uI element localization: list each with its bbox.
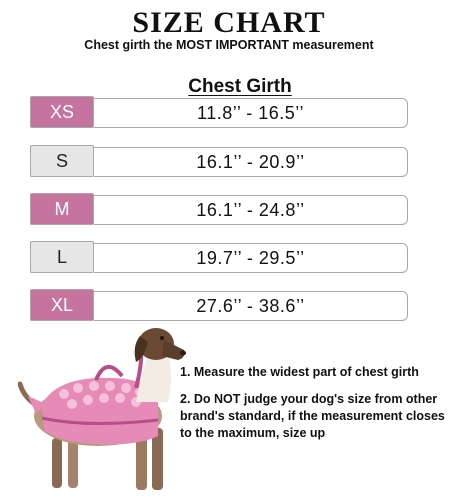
instruction-1: 1. Measure the widest part of chest girth [180, 365, 419, 379]
instruction-2: 2. Do NOT judge your dog's size from other brand's standard, if the measurement closes to the maximum, size up [180, 392, 445, 440]
size-range-xs: 11.8’’ - 16.5’’ [94, 98, 408, 128]
size-range-s: 16.1’’ - 20.9’’ [94, 147, 408, 177]
size-row-s [30, 145, 408, 179]
size-label-m: M [30, 193, 94, 225]
size-row-m [30, 193, 408, 227]
size-range-l: 19.7’’ - 29.5’’ [94, 243, 408, 273]
chart-title: SIZE CHART [132, 6, 326, 39]
size-range-xl: 27.6’’ - 38.6’’ [94, 291, 408, 321]
size-label-xs: XS [30, 96, 94, 128]
size-label-xl: XL [30, 289, 94, 321]
instructions-block [180, 364, 452, 452]
column-header-chest-girth: Chest Girth [188, 76, 292, 97]
chart-subtitle: Chest girth the MOST IMPORTANT measurement [84, 38, 374, 52]
size-range-m: 16.1’’ - 24.8’’ [94, 195, 408, 225]
dog-in-life-vest-image [18, 318, 198, 498]
size-label-s: S [30, 145, 94, 177]
size-row-l [30, 241, 408, 275]
size-label-l: L [30, 241, 94, 273]
size-row-xs [30, 96, 408, 130]
